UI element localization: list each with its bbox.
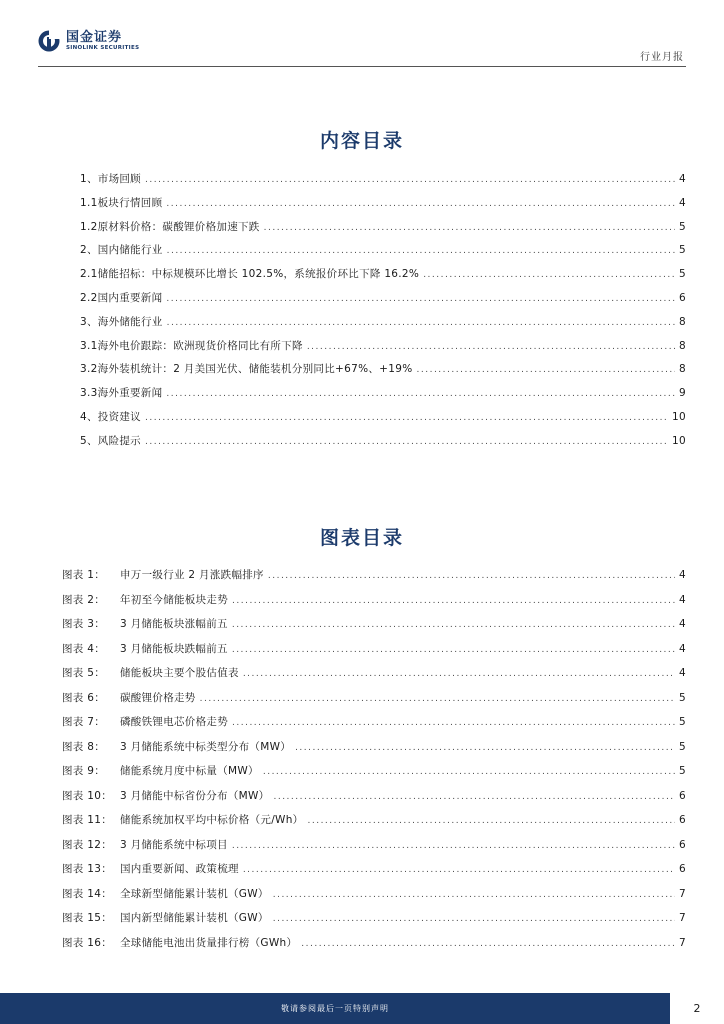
figure-entry-leader-dots bbox=[273, 907, 675, 932]
toc-entry-number: 1.2 bbox=[80, 220, 98, 233]
page-number: 2 bbox=[693, 1002, 701, 1015]
figure-entry[interactable] bbox=[62, 833, 686, 858]
figure-entry[interactable] bbox=[62, 906, 686, 931]
toc-entry-label: 储能招标：中标规模环比增长 102.5%，系统报价环比下降 16.2% bbox=[97, 268, 420, 281]
toc-entry-label: 海外储能行业 bbox=[97, 315, 163, 328]
figure-entry-page: 5 bbox=[679, 740, 686, 753]
toc-entry-leader-dots bbox=[145, 169, 675, 193]
figure-entry[interactable] bbox=[62, 563, 686, 588]
toc-entry-page: 4 bbox=[679, 173, 686, 185]
toc-entry-number: 1、 bbox=[80, 173, 98, 185]
figure-entry-number: 图表 14： bbox=[62, 887, 112, 900]
figure-entry[interactable] bbox=[62, 931, 686, 956]
figure-entry[interactable] bbox=[62, 588, 686, 613]
toc-list bbox=[80, 168, 686, 454]
header-divider bbox=[38, 66, 686, 67]
figure-entry-number: 图表 4： bbox=[62, 642, 106, 655]
toc-entry-number: 2、 bbox=[80, 244, 98, 257]
figure-entry-label: 全球新型储能累计装机（GW） bbox=[120, 887, 269, 900]
figure-entry[interactable] bbox=[62, 661, 686, 686]
figure-entry[interactable] bbox=[62, 686, 686, 711]
figure-entry-page: 4 bbox=[679, 593, 686, 606]
toc-entry-page: 8 bbox=[679, 315, 686, 328]
figure-entry-label: 申万一级行业 2 月涨跌幅排序 bbox=[120, 569, 264, 581]
figure-entry-page: 4 bbox=[679, 618, 686, 630]
figure-entry-leader-dots bbox=[232, 589, 675, 614]
toc-entry-leader-dots bbox=[167, 240, 675, 264]
figure-entry[interactable] bbox=[62, 612, 686, 637]
toc-entry-page: 9 bbox=[679, 387, 686, 400]
toc-entry-page: 4 bbox=[679, 196, 686, 209]
figure-entry-page: 7 bbox=[679, 936, 686, 949]
figure-entry-number: 图表 2： bbox=[62, 593, 106, 606]
figure-entry-page: 5 bbox=[679, 765, 686, 777]
toc-entry-page: 10 bbox=[672, 410, 686, 423]
toc-entry-leader-dots bbox=[166, 383, 675, 407]
toc-entry-page: 8 bbox=[679, 363, 686, 376]
toc-entry-leader-dots bbox=[166, 288, 675, 312]
toc-entry[interactable] bbox=[80, 239, 686, 263]
figure-entry-label: 国内重要新闻、政策梳理 bbox=[120, 863, 239, 875]
figure-entry-label: 全球储能电池出货量排行榜（GWh） bbox=[120, 936, 298, 949]
logo-chinese-name: 国金证券 bbox=[66, 29, 123, 45]
figure-entry-label: 3 月储能板块跌幅前五 bbox=[120, 642, 228, 655]
figure-entry[interactable] bbox=[62, 637, 686, 662]
figure-entry[interactable] bbox=[62, 808, 686, 833]
toc-entry[interactable] bbox=[80, 430, 686, 454]
toc-entry-number: 3.2 bbox=[80, 363, 98, 376]
figure-entry-leader-dots bbox=[263, 760, 675, 785]
toc-entry-leader-dots bbox=[167, 312, 675, 336]
toc-entry-number: 1.1 bbox=[80, 196, 98, 209]
figure-entry-number: 图表 5： bbox=[62, 667, 106, 679]
toc-entry-leader-dots bbox=[166, 193, 675, 217]
figure-entry-page: 4 bbox=[679, 642, 686, 655]
figure-entry-label: 碳酸锂价格走势 bbox=[120, 691, 196, 704]
toc-entry-label: 投资建议 bbox=[97, 410, 141, 423]
figure-entry-number: 图表 1： bbox=[62, 569, 106, 581]
figures-title: 图表目录 bbox=[319, 527, 404, 549]
toc-entry-number: 3、 bbox=[80, 315, 98, 328]
toc-entry-page: 6 bbox=[679, 291, 686, 304]
figure-entry-page: 5 bbox=[679, 691, 686, 704]
figure-entry-number: 图表 6： bbox=[62, 691, 106, 704]
figure-entry-page: 4 bbox=[679, 667, 686, 679]
toc-entry[interactable] bbox=[80, 311, 686, 335]
toc-entry-page: 5 bbox=[679, 220, 686, 233]
figure-entry[interactable] bbox=[62, 857, 686, 882]
figure-entry-label: 3 月储能系统中标项目 bbox=[120, 838, 228, 851]
toc-entry-number: 2.1 bbox=[80, 268, 98, 281]
figure-entry-page: 7 bbox=[679, 912, 686, 924]
figures-list bbox=[62, 563, 686, 955]
figure-entry-page: 6 bbox=[679, 814, 686, 826]
figure-entry-leader-dots bbox=[273, 883, 675, 908]
toc-entry-label: 国内储能行业 bbox=[97, 244, 163, 257]
toc-entry-leader-dots bbox=[145, 407, 668, 431]
figure-entry-label: 3 月储能系统中标类型分布（MW） bbox=[120, 740, 292, 753]
toc-entry-label: 国内重要新闻 bbox=[97, 291, 163, 304]
figure-entry-page: 7 bbox=[679, 887, 686, 900]
toc-entry-number: 2.2 bbox=[80, 291, 98, 304]
toc-entry[interactable] bbox=[80, 406, 686, 430]
figure-entry-number: 图表 11： bbox=[62, 814, 112, 826]
sinolink-logo-icon bbox=[38, 30, 60, 52]
footer-disclaimer-note: 敬请参阅最后一页特别声明 bbox=[281, 1004, 389, 1013]
figure-entry-number: 图表 13： bbox=[62, 863, 112, 875]
figure-entry-number: 图表 16： bbox=[62, 936, 112, 949]
figure-entry-number: 图表 7： bbox=[62, 716, 106, 728]
figure-entry-label: 储能系统月度中标量（MW） bbox=[120, 765, 259, 777]
toc-entry-leader-dots bbox=[423, 264, 675, 288]
figure-entry-number: 图表 3： bbox=[62, 618, 106, 630]
figure-entry[interactable] bbox=[62, 759, 686, 784]
figure-entry-leader-dots bbox=[268, 564, 675, 589]
toc-entry[interactable] bbox=[80, 263, 686, 287]
figure-entry[interactable] bbox=[62, 882, 686, 907]
figure-entry-label: 储能板块主要个股估值表 bbox=[120, 667, 239, 679]
figure-entry-leader-dots bbox=[273, 785, 675, 810]
toc-entry-page: 5 bbox=[679, 268, 686, 281]
toc-entry-label: 海外装机统计：2 月美国光伏、储能装机分别同比+67%、+19% bbox=[97, 363, 413, 376]
toc-entry[interactable] bbox=[80, 358, 686, 382]
page-header bbox=[0, 0, 724, 72]
report-type-label: 行业月报 bbox=[640, 52, 684, 63]
figure-entry-leader-dots bbox=[232, 613, 675, 638]
toc-entry-leader-dots bbox=[145, 431, 668, 455]
figure-entry-label: 磷酸铁锂电芯价格走势 bbox=[120, 716, 228, 728]
sinolink-logo bbox=[38, 30, 139, 52]
figure-entry-page: 6 bbox=[679, 863, 686, 875]
toc-entry[interactable] bbox=[80, 287, 686, 311]
toc-entry-label: 海外电价跟踪：欧洲现货价格同比有所下降 bbox=[97, 339, 303, 352]
toc-entry-label: 市场回顾 bbox=[97, 173, 141, 185]
toc-entry[interactable] bbox=[80, 335, 686, 359]
toc-entry-label: 海外重要新闻 bbox=[97, 387, 163, 400]
figure-entry-label: 3 月储能中标省份分布（MW） bbox=[120, 789, 270, 802]
figure-entry-number: 图表 10： bbox=[62, 789, 112, 802]
toc-entry-number: 5、 bbox=[80, 434, 98, 447]
toc-entry-leader-dots bbox=[417, 359, 676, 383]
figure-entry-leader-dots bbox=[301, 932, 675, 957]
figure-entry-page: 6 bbox=[679, 789, 686, 802]
toc-entry-label: 原材料价格：碳酸锂价格加速下跌 bbox=[97, 220, 260, 233]
figure-entry-label: 年初至今储能板块走势 bbox=[120, 593, 228, 606]
toc-entry-leader-dots bbox=[264, 217, 675, 241]
toc-entry-number: 3.3 bbox=[80, 387, 98, 400]
toc-title: 内容目录 bbox=[319, 130, 404, 152]
toc-entry[interactable] bbox=[80, 382, 686, 406]
toc-entry-page: 5 bbox=[679, 244, 686, 257]
figure-entry-leader-dots bbox=[243, 662, 675, 687]
figure-entry-number: 图表 15： bbox=[62, 912, 112, 924]
toc-entry-number: 3.1 bbox=[80, 339, 98, 352]
figure-entry-leader-dots bbox=[307, 809, 675, 834]
toc-entry-label: 风险提示 bbox=[97, 434, 141, 447]
figure-entry-number: 图表 12： bbox=[62, 838, 112, 851]
figure-entry-label: 3 月储能板块涨幅前五 bbox=[120, 618, 228, 630]
figure-entry-page: 4 bbox=[679, 569, 686, 581]
figure-entry-leader-dots bbox=[295, 736, 675, 761]
toc-entry[interactable] bbox=[80, 192, 686, 216]
figure-entry[interactable] bbox=[62, 735, 686, 760]
toc-entry-number: 4、 bbox=[80, 410, 98, 423]
figure-entry-leader-dots bbox=[243, 858, 675, 883]
toc-entry-page: 8 bbox=[679, 339, 686, 352]
figure-entry-leader-dots bbox=[232, 638, 675, 663]
toc-entry-page: 10 bbox=[672, 434, 686, 447]
toc-entry[interactable] bbox=[80, 168, 686, 192]
figure-entry-leader-dots bbox=[232, 711, 675, 736]
logo-english-name: SINOLINK SECURITIES bbox=[66, 44, 140, 51]
figure-entry[interactable] bbox=[62, 710, 686, 735]
figure-entry-label: 国内新型储能累计装机（GW） bbox=[120, 912, 269, 924]
figure-entry-label: 储能系统加权平均中标价格（元/Wh） bbox=[120, 814, 304, 826]
figure-entry-leader-dots bbox=[200, 687, 675, 712]
toc-entry-label: 板块行情回顾 bbox=[97, 196, 163, 209]
figure-entry-page: 5 bbox=[679, 716, 686, 728]
figure-entry[interactable] bbox=[62, 784, 686, 809]
figure-entry-leader-dots bbox=[232, 834, 675, 859]
toc-entry-leader-dots bbox=[307, 336, 675, 360]
figure-entry-number: 图表 8： bbox=[62, 740, 106, 753]
figure-entry-page: 6 bbox=[679, 838, 686, 851]
toc-entry[interactable] bbox=[80, 216, 686, 240]
figure-entry-number: 图表 9： bbox=[62, 765, 106, 777]
